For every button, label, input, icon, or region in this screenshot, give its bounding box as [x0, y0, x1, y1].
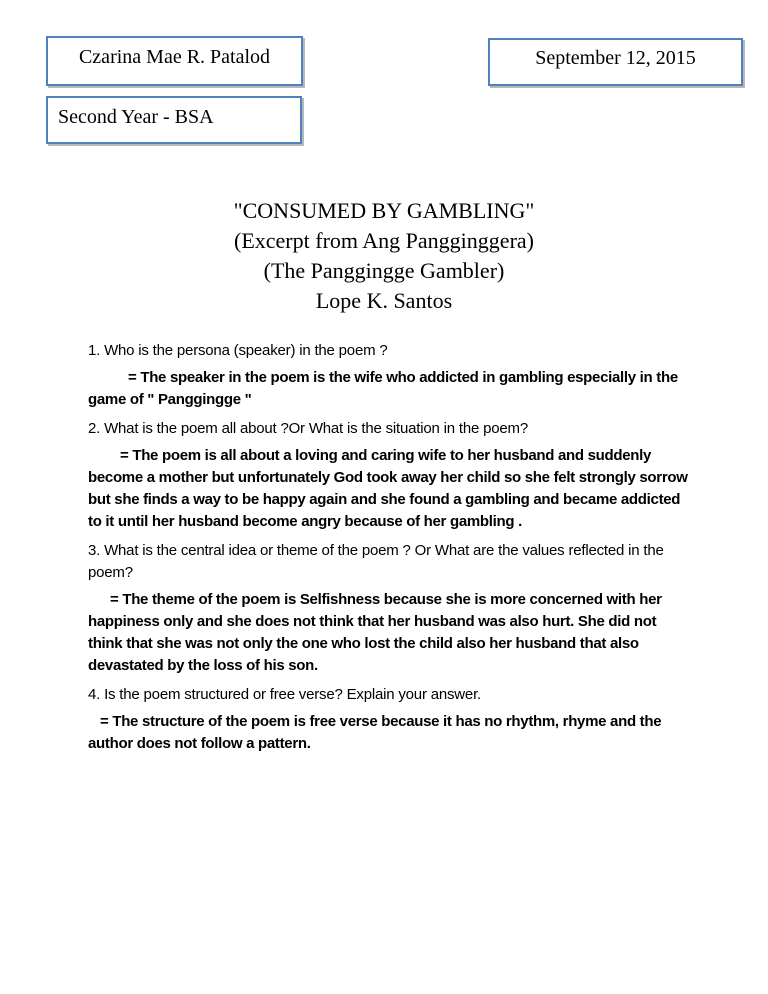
questions-section — [88, 340, 688, 762]
year-course-text: Second Year - BSA — [58, 106, 214, 128]
date-text: September 12, 2015 — [535, 47, 696, 69]
answer-2: = The poem is all about a loving and caring wife to her husband and suddenly become a mother but unfortunately God took away her child so she felt strongly sorrow but she finds a way to be happy again and she found a gambling and became addicted to it until her husband become angry because of her gambling . — [88, 447, 688, 530]
answer-4: = The structure of the poem is free verse because it has no rhythm, rhyme and the author does not follow a pattern. — [88, 713, 662, 752]
date-box — [488, 38, 743, 86]
question-4: 4. Is the poem structured or free verse? Explain your answer. — [88, 686, 481, 703]
question-1: 1. Who is the persona (speaker) in the poem ? — [88, 342, 388, 359]
year-course-box — [46, 96, 302, 144]
poem-english-title: (The Panggingge Gambler) — [263, 258, 505, 283]
answer-3: = The theme of the poem is Selfishness because she is more concerned with her happiness only and she does not think that her husband was also hurt. She did not think that she was not only the one who lost the child also her husband that also devastated by the loss of his son. — [88, 591, 662, 674]
question-2: 2. What is the poem all about ?Or What is the situation in the poem? — [88, 420, 528, 437]
poem-title: "CONSUMED BY GAMBLING" — [233, 198, 535, 223]
question-3: 3. What is the central idea or theme of the poem ? Or What are the values reflected in the poem? — [88, 542, 664, 581]
student-name: Czarina Mae R. Patalod — [78, 46, 271, 68]
student-name-box — [46, 36, 303, 86]
poem-subtitle: (Excerpt from Ang Pangginggera) — [234, 228, 534, 253]
title-block — [0, 196, 768, 316]
poem-author: Lope K. Santos — [315, 288, 453, 313]
answer-1: = The speaker in the poem is the wife who addicted in gambling especially in the game of " Panggingge " — [88, 369, 678, 408]
